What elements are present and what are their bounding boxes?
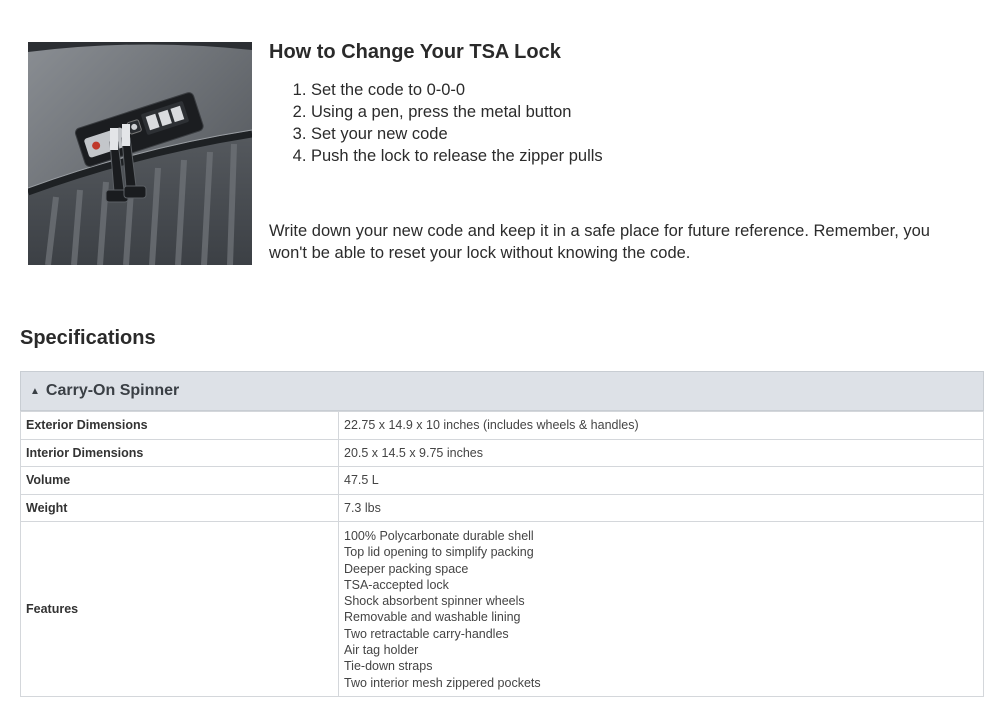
table-row: [21, 467, 984, 495]
tsa-lock-heading: How to Change Your TSA Lock: [269, 41, 561, 63]
spec-value: 20.5 x 14.5 x 9.75 inches: [339, 439, 984, 467]
feature-item: Air tag holder: [344, 643, 419, 658]
spec-label: Volume: [21, 467, 339, 495]
feature-item: Removable and washable lining: [344, 610, 521, 625]
tsa-lock-instructions: [269, 38, 969, 262]
triangle-up-icon: ▲: [30, 385, 40, 397]
spec-value: 7.3 lbs: [339, 494, 984, 522]
feature-item: Tie-down straps: [344, 659, 433, 674]
feature-item: 100% Polycarbonate durable shell: [344, 529, 534, 543]
feature-item: Top lid opening to simplify packing: [344, 545, 534, 560]
tsa-lock-photo: [28, 42, 252, 265]
table-row-features: [21, 522, 984, 697]
step-item: 4. Push the lock to release the zipper pulls: [311, 145, 969, 167]
lock-code-note: Write down your new code and keep it in a safe place for future reference. Remember, you won't be able to reset your lock without knowing the code.: [269, 222, 930, 262]
table-row: [21, 412, 984, 440]
section-label: Carry-On Spinner: [45, 382, 180, 399]
spec-value: 22.75 x 14.9 x 10 inches (includes wheels & handles): [339, 412, 984, 440]
step-item: 1. Set the code to 0-0-0: [311, 79, 969, 101]
specifications-table: [20, 411, 984, 697]
carry-on-spinner-toggle[interactable]: [20, 371, 984, 411]
step-item: 2. Using a pen, press the metal button: [311, 101, 969, 123]
tsa-lock-steps: [269, 79, 969, 167]
specifications-heading: Specifications: [20, 327, 156, 349]
feature-item: Two interior mesh zippered pockets: [344, 675, 541, 690]
features-list: [339, 522, 984, 697]
feature-item: Shock absorbent spinner wheels: [344, 594, 525, 609]
feature-item: TSA-accepted lock: [344, 577, 449, 592]
spec-label: Features: [21, 522, 339, 697]
table-row: [21, 439, 984, 467]
feature-item: Two retractable carry-handles: [344, 626, 509, 641]
spec-label: Interior Dimensions: [21, 439, 339, 467]
table-row: [21, 494, 984, 522]
spec-label: Exterior Dimensions: [21, 412, 339, 440]
spec-value: 47.5 L: [339, 467, 984, 495]
feature-item: Deeper packing space: [344, 561, 469, 576]
tsa-lock-illustration: [28, 42, 252, 265]
step-item: 3. Set your new code: [311, 123, 969, 145]
specifications-panel: [20, 371, 984, 697]
spec-label: Weight: [21, 494, 339, 522]
